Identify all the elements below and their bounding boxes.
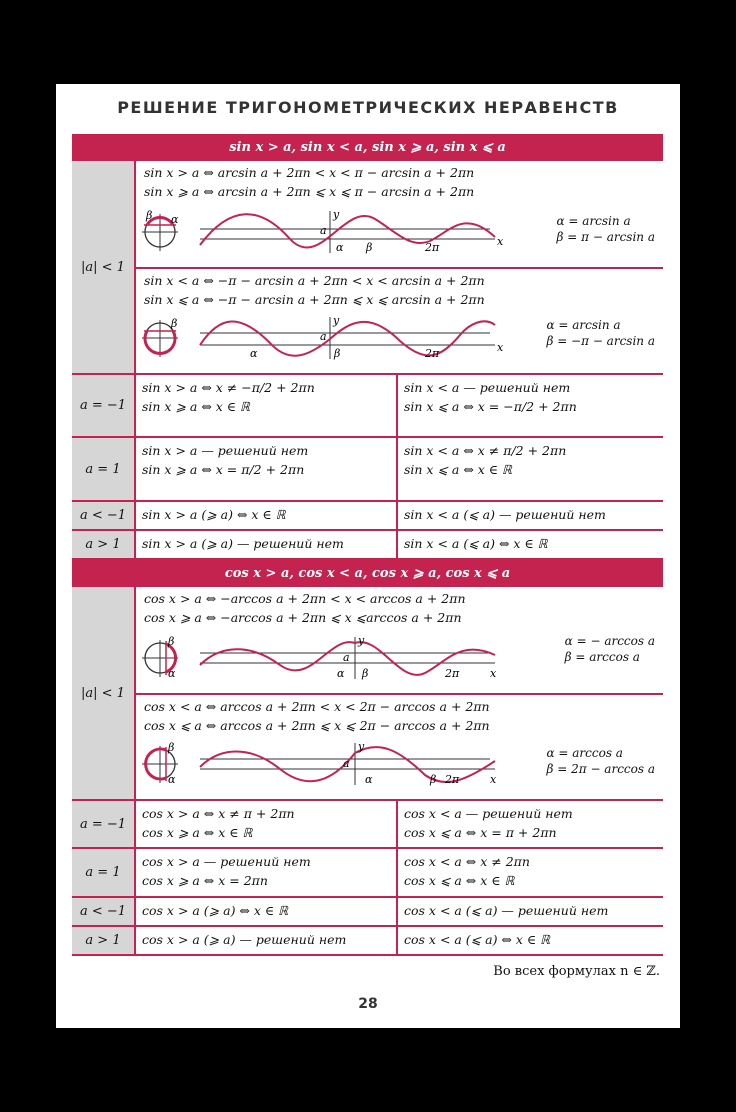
definition-line: α = arccos a — [546, 746, 623, 760]
cos-row-a-1 — [72, 849, 663, 898]
definition-line: α = − arccos a — [564, 634, 655, 648]
graph-label: β — [366, 241, 373, 254]
formula-line: cos x < a — решений нет — [404, 806, 573, 821]
graph-label: β — [430, 773, 437, 786]
sin-less-graph — [140, 315, 510, 361]
formula-line: sin x < a ⇔ x ≠ π/2 + 2πn — [404, 443, 567, 458]
sin-row-a-lt-minus-1 — [72, 502, 663, 531]
graph-label: 2π — [445, 667, 460, 680]
cos-less-graph — [140, 741, 510, 787]
page-title: РЕШЕНИЕ ТРИГОНОМЕТРИЧЕСКИХ НЕРАВЕНСТВ — [117, 98, 619, 117]
cos-row-a-lt-minus-1 — [72, 898, 663, 927]
graph-label: α — [337, 667, 345, 680]
formula-line: sin x > a ⇔ arcsin a + 2πn < x < π − arcsin a + 2πn — [144, 165, 475, 180]
graph-label: a — [343, 651, 350, 664]
cos-greater-graph — [140, 635, 510, 681]
definition-line: α = arcsin a — [546, 318, 621, 332]
formula-line: cos x > a — решений нет — [142, 854, 311, 869]
graph-label: 2π — [425, 347, 440, 360]
graph-label: y — [358, 741, 365, 753]
formula-line: cos x < a ⇔ x ≠ 2πn — [404, 854, 530, 869]
row-label: a > 1 — [72, 531, 136, 558]
cell-right: sin x < a (⩽ a) — решений нет — [404, 507, 606, 522]
footnote: Во всех формулах n ∈ ℤ. — [493, 964, 660, 979]
formula-line: sin x > a ⇔ x ≠ −π/2 + 2πn — [142, 380, 315, 395]
definition-line: β = 2π − arccos a — [546, 762, 655, 776]
formula-line: sin x ⩽ a ⇔ −π − arcsin a + 2πn ⩽ x ⩽ arcsin a + 2πn — [144, 292, 485, 307]
sin-abs-label: |a| < 1 — [72, 161, 136, 373]
row-label: a = 1 — [72, 438, 136, 500]
cell-right: cos x < a (⩽ a) ⇔ x ∈ ℝ — [404, 932, 551, 947]
graph-label: x — [490, 667, 497, 680]
page — [56, 84, 680, 1028]
formula-line: cos x > a ⇔ −arccos a + 2πn < x < arccos a + 2πn — [144, 591, 466, 606]
graph-label: β — [168, 635, 175, 648]
definition-line: β = arccos a — [564, 650, 640, 664]
sin-greater-defs — [557, 213, 656, 245]
sin-section-header: sin x > a, sin x < a, sin x ⩾ a, sin x ⩽ a — [72, 134, 663, 161]
cos-less-block — [136, 695, 663, 799]
cos-section-header: cos x > a, cos x < a, cos x ⩾ a, cos x ⩽ a — [72, 560, 663, 587]
formula-line: cos x ⩽ a ⇔ x = π + 2πn — [404, 825, 557, 840]
graph-label: α — [365, 773, 373, 786]
graph-label: α — [250, 347, 258, 360]
graph-label: 2π — [445, 773, 460, 786]
sin-less-defs — [546, 317, 655, 349]
sin-greater-formulas — [144, 163, 474, 201]
formula-line: sin x ⩾ a ⇔ x ∈ ℝ — [142, 399, 250, 414]
row-label: a = −1 — [72, 801, 136, 847]
graph-label: a — [343, 757, 350, 770]
cell-left — [136, 801, 398, 847]
graph-label: y — [333, 209, 340, 221]
row-label: a > 1 — [72, 927, 136, 954]
sin-greater-block — [136, 161, 663, 269]
cell-left — [136, 438, 398, 500]
formula-line: sin x ⩽ a ⇔ x = −π/2 + 2πn — [404, 399, 577, 414]
cos-row-a-gt-1 — [72, 927, 663, 956]
formula-line: cos x ⩾ a ⇔ x ∈ ℝ — [142, 825, 253, 840]
formula-line: cos x > a ⇔ x ≠ π + 2πn — [142, 806, 295, 821]
graph-label: α — [168, 667, 176, 680]
formula-line: sin x > a — решений нет — [142, 443, 309, 458]
formula-line: sin x < a — решений нет — [404, 380, 571, 395]
cos-greater-block — [136, 587, 663, 695]
cell-left: sin x > a (⩾ a) ⇔ x ∈ ℝ — [136, 502, 398, 529]
cos-less-formulas — [144, 697, 490, 735]
graph-label: x — [497, 235, 504, 248]
definition-line: α = arcsin a — [556, 214, 631, 228]
cos-greater-formulas — [144, 589, 466, 627]
cos-row-a-minus-1 — [72, 801, 663, 849]
cell-right: cos x < a (⩽ a) — решений нет — [404, 903, 609, 918]
cos-greater-defs — [565, 633, 655, 665]
sin-abs-row — [72, 161, 663, 375]
graph-label: x — [490, 773, 497, 786]
row-label: a = 1 — [72, 849, 136, 896]
graph-label: β — [171, 317, 178, 330]
formula-line: cos x ⩽ a ⇔ x ∈ ℝ — [404, 873, 515, 888]
graph-label: y — [358, 635, 365, 647]
cell-right — [398, 438, 663, 500]
formula-line: cos x ⩽ a ⇔ arccos a + 2πn ⩽ x ⩽ 2π − arccos a + 2πn — [144, 718, 490, 733]
graph-label: β — [146, 209, 153, 222]
cell-right — [398, 375, 663, 436]
graph-label: a — [320, 224, 327, 237]
graph-label: β — [334, 347, 341, 360]
graph-label: α — [336, 241, 344, 254]
cell-right: sin x < a (⩽ a) ⇔ x ∈ ℝ — [404, 536, 548, 551]
sin-less-block — [136, 269, 663, 373]
definition-line: β = π − arcsin a — [556, 230, 655, 244]
graph-label: β — [168, 741, 175, 754]
formula-line: sin x < a ⇔ −π − arcsin a + 2πn < x < arcsin a + 2πn — [144, 273, 485, 288]
graph-label: α — [168, 773, 176, 786]
graph-label: 2π — [425, 241, 440, 254]
graph-label: β — [362, 667, 369, 680]
sin-greater-graph — [140, 209, 510, 255]
sin-less-formulas — [144, 271, 485, 309]
cell-right — [398, 801, 663, 847]
formula-line: sin x ⩽ a ⇔ x ∈ ℝ — [404, 462, 512, 477]
row-label: a < −1 — [72, 898, 136, 925]
cell-left: sin x > a (⩾ a) — решений нет — [136, 531, 398, 558]
cell-left — [136, 375, 398, 436]
page-number: 28 — [358, 996, 378, 1012]
sin-row-a-minus-1 — [72, 375, 663, 438]
cell-left: cos x > a (⩾ a) ⇔ x ∈ ℝ — [136, 898, 398, 925]
cos-abs-row — [72, 587, 663, 801]
formula-line: sin x ⩾ a ⇔ arcsin a + 2πn ⩽ x ⩽ π − arcsin a + 2πn — [144, 184, 475, 199]
sin-row-a-1 — [72, 438, 663, 502]
graph-label: x — [497, 341, 504, 354]
row-label: a = −1 — [72, 375, 136, 436]
row-label: a < −1 — [72, 502, 136, 529]
formula-line: cos x ⩾ a ⇔ −arccos a + 2πn ⩽ x ⩽arccos a + 2πn — [144, 610, 462, 625]
sin-row-a-gt-1 — [72, 531, 663, 560]
cell-left: cos x > a (⩾ a) — решений нет — [136, 927, 398, 954]
cos-less-defs — [546, 745, 655, 777]
graph-label: α — [171, 213, 179, 226]
cell-right — [398, 849, 663, 896]
formula-line: sin x ⩾ a ⇔ x = π/2 + 2πn — [142, 462, 305, 477]
definition-line: β = −π − arcsin a — [546, 334, 655, 348]
cos-abs-label: |a| < 1 — [72, 587, 136, 799]
formula-line: cos x ⩾ a ⇔ x = 2πn — [142, 873, 268, 888]
graph-label: y — [333, 315, 340, 327]
cell-left — [136, 849, 398, 896]
formula-line: cos x < a ⇔ arccos a + 2πn < x < 2π − arccos a + 2πn — [144, 699, 490, 714]
graph-label: a — [320, 330, 327, 343]
